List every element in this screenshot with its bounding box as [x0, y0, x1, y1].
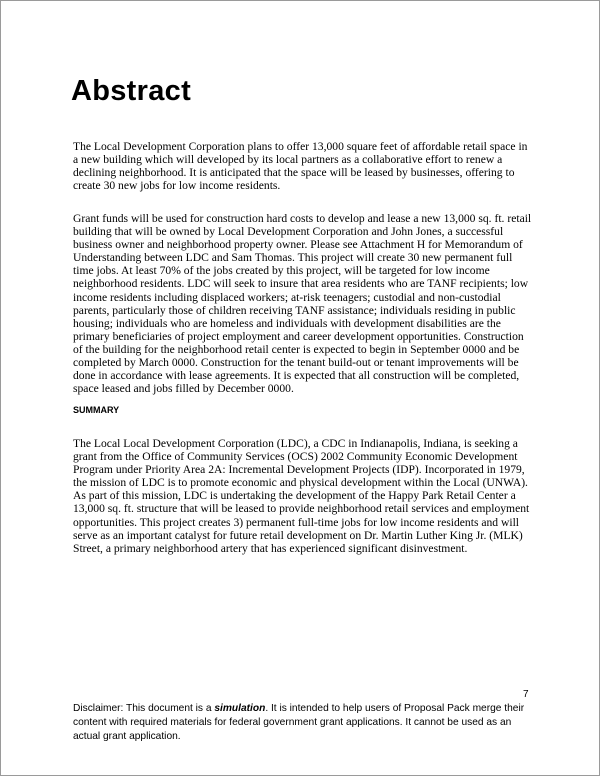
- page-title: Abstract: [71, 75, 192, 107]
- abstract-paragraph-1: The Local Development Corporation plans to offer 13,000 square feet of affordable retail space in a new building which will developed by its local partners as a collaborative effort to renew a declining neighborhood. It is anticipated that the space will be leased by businesses, offering to create 30 new jobs for low income residents.: [73, 140, 528, 193]
- abstract-paragraph-2: Grant funds will be used for construction hard costs to develop and lease a new 13,000 sq. ft. retail building that will be owned by Local Development Corporation and John Jones, a successful business owner and neighborhood property owner. Please see Attachment H for Memorandum of Understanding between LDC and Sam Thomas. This project will create 30 new permanent full time jobs. At least 70% of the jobs created by this project, will be targeted for low income neighborhood residents. LDC will seek to insure that area residents who are TANF recipients; low income residents including displaced workers; at-risk teenagers; custodial and non-custodial parents, particularly those of children receiving TANF assistance; individuals residing in public housing; individuals who are homeless and individuals with development disabilities are the primary beneficiaries of project employment and career development opportunities. Construction of the building for the neighborhood retail center is expected to begin in September 0000 and be completed by March 0000. Construction for the tenant build-out or tenant improvements will be done in accordance with lease agreements. It is expected that all construction will be completed, space leased and jobs filled by December 0000.: [73, 212, 532, 396]
- page-number: 7: [523, 689, 529, 700]
- summary-heading: SUMMARY: [73, 405, 120, 415]
- disclaimer-prefix: Disclaimer: This document is a: [73, 703, 215, 714]
- summary-paragraph: The Local Local Development Corporation (LDC), a CDC in Indianapolis, Indiana, is seeking a grant from the Office of Community Services (OCS) 2002 Community Economic Development Program under Priority Area 2A: Incremental Development Projects (IDP). Incorporated in 1979, the mission of LDC is to promote economic and physical development within the Local (UNWA). As part of this mission, LDC is undertaking the development of the Happy Park Retail Center a 13,000 sq. ft. structure that will be leased to provide neighborhood retail services and employment opportunities. This project creates 3) permanent full-time jobs for low income residents and will serve as an important catalyst for future retail development on Dr. Martin Luther King Jr. (MLK) Street, a primary neighborhood artery that has experienced significant disinvestment.: [73, 437, 530, 555]
- disclaimer-emphasis: simulation: [214, 703, 266, 714]
- disclaimer-suffix: . It is intended to help users of Proposal Pack merge their content with required materials for federal government grant applications. It cannot be used as an actual grant application.: [73, 703, 525, 742]
- disclaimer: [73, 702, 535, 744]
